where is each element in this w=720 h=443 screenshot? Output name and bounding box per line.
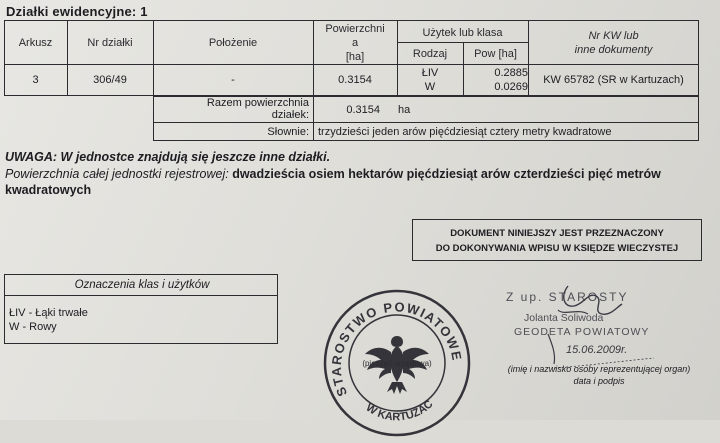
header-arkusz: Arkusz (18, 37, 53, 49)
slownie-label: Słownie: (267, 126, 309, 138)
header-nr-kw-1: Nr KW lub (588, 30, 639, 42)
signature-date: 15.06.2009r. (566, 344, 628, 356)
signature-area (484, 280, 714, 410)
slownie-value: trzydzieści jeden arów pięćdziesiąt cztery metry kwadratowe (318, 126, 612, 138)
section-title: Działki ewidencyjne: 1 (6, 4, 148, 19)
cell-arkusz: 3 (32, 74, 39, 86)
stamp-center-text: (pieczęć urzędowa) (362, 359, 432, 368)
header-pow: Pow [ha] (474, 48, 517, 60)
header-polozenie: Położenie (208, 37, 258, 49)
signature-line-3: GEODETA POWIATOWY (514, 326, 650, 338)
header-nr-dzialki: Nr działki (87, 37, 133, 49)
razem-label-2: działek: (271, 109, 309, 121)
razem-value: 0.3154 (346, 104, 380, 116)
cell-nr-dzialki: 306/49 (93, 74, 127, 86)
legend-title: Oznaczenia klas i użytków (74, 279, 210, 291)
header-powierzchnia-1: Powierzchni (325, 23, 385, 35)
stamp-graphic (322, 288, 472, 438)
signature-scribble (484, 280, 714, 410)
unit-area-value: dwadzieścia osiem hektarów pięćdziesiąt arów czterdzieści pięć metrów kwadratowych (5, 167, 661, 197)
cell-powierzchnia: 0.3154 (338, 74, 372, 86)
official-stamp (322, 288, 472, 438)
razem-label-1: Razem powierzchnia (206, 97, 309, 109)
legend-box (4, 274, 278, 344)
uwaga-notice: UWAGA: W jednostce znajdują się jeszcze inne działki. (5, 150, 331, 164)
signature-caption-1: (imię i nazwisko osoby reprezentującej organ) (507, 364, 691, 374)
header-rodzaj: Rodzaj (412, 48, 448, 60)
cell-rodzaj-1: ŁIV (421, 67, 439, 79)
summary-divider (153, 122, 699, 123)
doc-notice-line-2: DO DOKONYWANIA WPISU W KSIĘDZE WIECZYSTEJ (435, 243, 679, 254)
cell-pow-1: 0.2885 (494, 67, 528, 79)
table-header-divider (4, 64, 699, 65)
header-uzytek: Użytek lub klasa (422, 27, 503, 39)
cell-nr-kw: KW 65782 (SR w Kartuzach) (543, 74, 684, 86)
signature-line-1: Z up. STAROSTY (506, 290, 629, 304)
razem-unit: ha (398, 104, 411, 116)
stamp-bottom-text: W KARTUZAC (363, 398, 436, 424)
signature-line-2: Jolanta Soliwoda (524, 312, 604, 324)
unit-area-note (5, 166, 695, 198)
header-powierzchnia-2: a (351, 37, 359, 49)
legend-divider (5, 295, 277, 296)
stamp-ring-text: STAROSTWO POWIATOWE (328, 299, 465, 399)
unit-area-label: Powierzchnia całej jednostki rejestrowej: (5, 167, 229, 181)
summary-col-divider (313, 96, 314, 141)
legend-item: W - Rowy (9, 321, 57, 333)
header-nr-kw-2: inne dokumenty (574, 44, 653, 56)
header-powierzchnia-3: [ha] (345, 51, 365, 63)
legend-item: ŁIV - Łąki trwałe (9, 307, 88, 319)
signature-caption-2: data i podpis (573, 376, 625, 386)
document-purpose-box (412, 219, 702, 261)
cell-rodzaj-2: W (424, 81, 436, 93)
cell-polozenie: - (231, 74, 235, 86)
doc-notice-line-1: DOKUMENT NINIEJSZY JEST PRZEZNACZONY (450, 228, 664, 239)
cell-pow-2: 0.0269 (494, 81, 528, 93)
